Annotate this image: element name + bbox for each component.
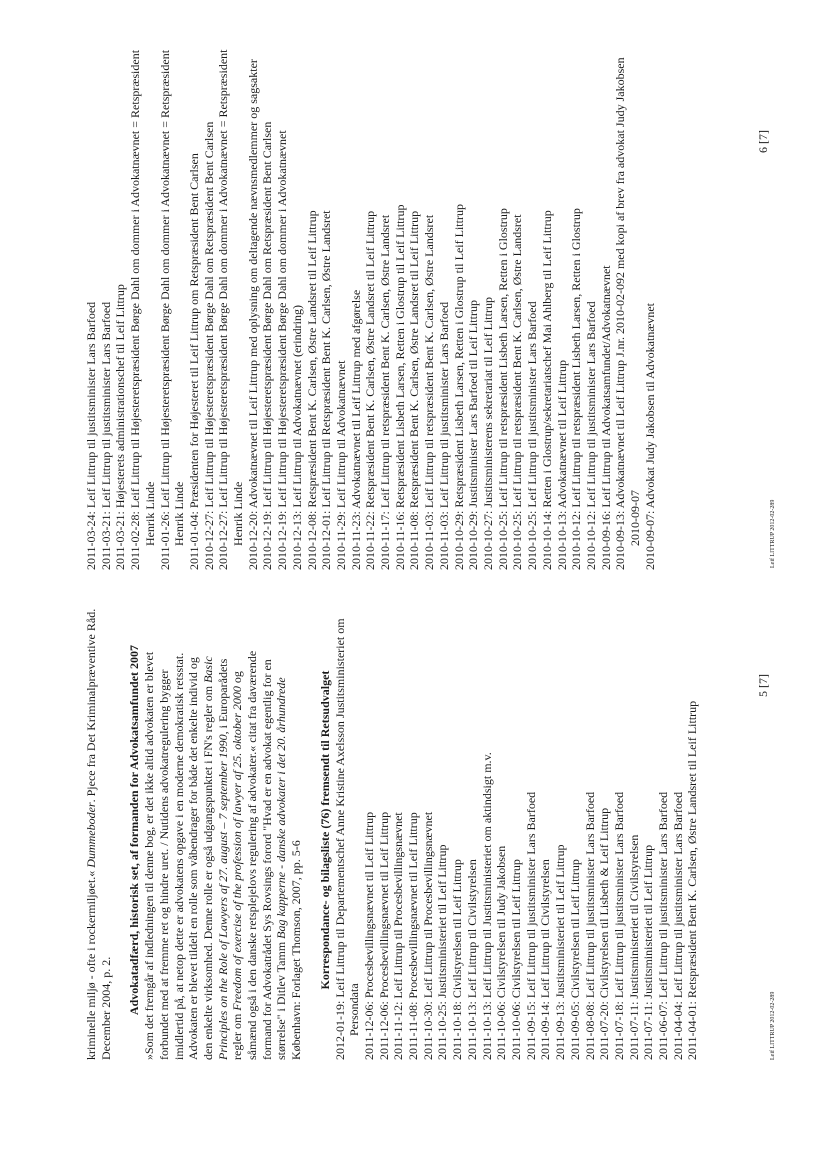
list-item: 2010-09-16: Leif Littrup til Advokatsamfundet/Advokatnævnet	[598, 265, 613, 570]
page-number: 6	[756, 147, 770, 153]
quote-paragraph	[142, 600, 304, 1060]
list-item: 2010-10-25: Leif Littrup til justitsminister Lars Barfoed	[525, 301, 540, 570]
list-item: 2011-03-24: Leif Littrup til justitsminister Lars Barfoed	[84, 301, 98, 570]
list-item: 2011-07-18: Leif Littrup til justitsminister Lars Barfoed	[611, 791, 626, 1060]
quote-line: formand for Advokatrådet Sys Rovsings forord "Hvad er en advokat egentlig for en	[259, 659, 274, 1060]
list-item: 2010-11-17: Leif Littrup til retspræsident Bent K. Carlsen, Østre Landsret	[378, 214, 393, 570]
list-item: 2010-11-23: Advokatnævnet til Leif Littrup med afgørelse	[348, 289, 363, 570]
list-item: 2010-12-13: Leif Littrup til Advokatnævnet (erindring)	[289, 305, 304, 570]
list-item: 2010-11-03: Leif Littrup til retspræsident Bent K. Carlsen, Østre Landsret	[422, 214, 437, 570]
quote-line: »Som det fremgår af indledningen til denne bog, er det ikke altid advokaten er blevet	[142, 651, 157, 1060]
correspondence-list-page-6	[84, 35, 657, 570]
page-total: [7]	[756, 674, 770, 688]
quote-line: forbundet med at fremme ret og hindre uret. / Nutidens advokatregulering bygger	[156, 669, 171, 1060]
quote-line: imidlertid på, at netop dette er advokatens opgave i en moderne demokratisk retsstat.	[171, 652, 186, 1060]
list-item: 2011-10-25: Justitsministeriet til Leif Littrup	[435, 844, 450, 1060]
list-item: 2010-09-07: Advokat Judy Jakobsen til Advokatnævnet	[642, 303, 657, 570]
heading-advokatadfaerd: Advokatadfærd, historisk set, af formanden for Advokatsamfundet 2007	[127, 644, 142, 1016]
list-item: 2011-02-28: Leif Littrup til Højesteretspræsident Børge Dahl om dommer i Advokatnævnet = Retspræsident Henrik Linde	[128, 49, 157, 570]
correspondence-list-page-5	[333, 600, 701, 1060]
list-item: 2011-04-01: Retspræsident Bent K. Carlsen, Østre Landsret til Leif Littrup	[685, 700, 700, 1060]
list-item: 2011-07-11: Justitsministeriet til Civilstyrelsen	[626, 834, 641, 1060]
page-number-6	[756, 130, 771, 156]
list-item: 2011-06-07: Leif Littrup til justitsminister Lars Barfoed	[656, 791, 671, 1060]
quote-line: regler om Freedom of exercise of the profession of lawyer af 25. oktober 2000 og	[230, 671, 245, 1060]
list-item: 2011-03-21: Leif Littrup til justitsminister Lars Barfoed	[98, 301, 113, 570]
list-item: 2010-10-29: Justitsminister Lars Barfoed til Leif Littrup	[466, 300, 481, 570]
list-item: 2010-12-08: Retspræsident Bent K. Carlsen, Østre Landsret til Leif Littrup	[304, 210, 319, 570]
list-item: 2011-07-11: Justitsministeriet til Leif Littrup	[641, 844, 656, 1060]
page-6-body	[84, 35, 657, 570]
page-total: [7]	[756, 130, 770, 144]
list-item: 2011-09-05: Civilstyrelsen til Leif Littrup	[567, 859, 582, 1060]
list-item: 2011-09-15: Leif Littrup til justitsminister Lars Barfoed	[523, 791, 538, 1060]
quote-line: København: Forlaget Thomson, 2007, pp. 5-6	[289, 840, 304, 1060]
list-item: 2011-10-18: Civilstyrelsen til Leif Littrup	[450, 859, 465, 1060]
list-item: 2010-10-12: Leif Littrup til justitsminister Lars Barfoed	[583, 301, 598, 570]
list-item: 2010-12-27: Leif Littrup til Højesteretspræsident Børge Dahl om Retspræsident Bent Carlsen	[201, 121, 216, 570]
list-item: 2011-07-20: Civilstyrelsen til Lisbeth & Leif Littrup	[597, 807, 612, 1060]
quote-line: Advokaten er blevet tildelt en rolle som våbendrager for både det enkelte individ og	[186, 657, 201, 1060]
intro-title: Dummeboder	[84, 802, 98, 868]
list-item: 2010-12-19: Leif Littrup til Højesteretspræsident Børge Dahl om Retspræsident Bent Carlsen	[260, 121, 275, 570]
list-item: 2011-11-08: Procesbevillingsnævnet til Leif Littrup	[406, 812, 421, 1060]
intro-text-2: . Pjece fra Det Kriminalpræventive Råd. December 2004, p. 2.	[84, 608, 113, 1060]
intro-text-1: kriminelle miljø - ofte i rockermiljøet.«	[84, 870, 98, 1060]
list-item: 2010-09-13: Advokatnævnet til Leif Littrup J.nr. 2010-02-092 med kopi af brev fra advokat Judy Jakobsen 2010-09-07	[613, 57, 643, 570]
quote-line: Principles on the Role of Lawyers af 27. august – 7 september 1990, i Europarådets	[215, 658, 230, 1060]
list-item: 2010-11-16: Retspræsident Lisbeth Larsen, Retten i Glostrup til Leif Littrup	[392, 204, 407, 570]
list-item: 2011-11-12: Leif Littrup til Procesbevillingsnævnet	[391, 812, 406, 1060]
list-item: 2011-09-14: Leif Littrup til Civilstyrelsen	[538, 859, 553, 1060]
list-item: 2011-10-30: Leif Littrup til Procesbevillingsnævnet	[420, 811, 435, 1060]
list-item: 2010-10-12: Leif Littrup til retspræsident Lisbeth Larsen, Retten i Glostrup	[569, 208, 584, 570]
list-item: 2010-11-08: Retspræsident Bent K. Carlsen, Østre Landsret til Leif Littrup	[407, 210, 422, 570]
list-item: 2010-10-29: Retspræsident Lisbeth Larsen, Retten i Glostrup til Leif Littrup	[451, 204, 466, 570]
list-item: 2010-12-19: Leif Littrup til Højesteretspræsident Børge Dahl om dommer i Advokatnævnet	[275, 130, 290, 570]
list-item: 2010-12-20: Advokatnævnet til Leif Littrup med oplysning om deltagende nævnsmedlemmer og sagsakter	[245, 59, 260, 570]
list-item: 2011-09-13: Justitsministeriet til Leif Littrup	[553, 844, 568, 1060]
list-item: 2011-12-06: Procesbevillingsnævnet til Leif Littrup	[376, 811, 391, 1060]
list-item: 2010-11-03: Leif Littrup til justitsminister Lars Barfoed	[436, 301, 451, 570]
footer-page-6: Leif LITTRUP 2012-02-289	[770, 499, 776, 568]
list-item: 2011-04-04: Leif Littrup til justitsminister Lars Barfoed	[670, 791, 685, 1060]
list-item: 2012-01-19: Leif Littrup til Departementschef Anne Kristine Axelsson Justitsministeriet om Persondata	[332, 618, 362, 1060]
list-item: 2011-03-21: Højesterets administrationschef til Leif Littrup	[113, 284, 128, 570]
list-item: 2011-01-26: Leif Littrup til Højesteretspræsident Børge Dahl om dommer i Advokatnævnet = Retspræsident Henrik Linde	[157, 49, 187, 570]
list-item: 2010-12-01: Leif Littrup til Retspræsident Bent K. Carlsen, Østre Landsret	[319, 210, 334, 570]
list-item: 2010-10-25: Leif Littrup til retspræsident Bent K. Carlsen, Østre Landsret	[510, 214, 525, 570]
list-item: 2010-12-27: Leif Littrup til Højesteretspræsident Børge Dahl om dommer i Advokatnævnet = Retspræsident Henrik Linde	[216, 49, 246, 570]
page-5	[0, 588, 825, 1168]
quote-line: den enkelte virksomhed. Denne rolle er også udgangspunktet i FN's regler om Basic	[200, 656, 215, 1060]
quote-line: såmænd også i den danske retsplejelovs regulering af advokater.« citat fra daværende	[245, 650, 260, 1060]
page-5-body	[84, 600, 700, 1060]
page-number: 5	[756, 691, 770, 697]
heading-korrespondance: Korrespondance- og bilagsliste (76) fremsendt til Retsudvalget	[317, 670, 332, 990]
list-item: 2011-08-08: Leif Littrup til justitsminister Lars Barfoed	[582, 791, 597, 1060]
footer-page-5: Leif LITTRUP 2012-02-289	[770, 991, 776, 1060]
list-item: 2011-10-13: Leif Littrup til Civilstyrelsen	[464, 859, 479, 1060]
list-item: 2011-12-06: Procesbevillingsnævnet til Leif Littrup	[361, 811, 376, 1060]
quote-line: størrelse" i Ditlev Tamm Bag kapperne - danske advokater i det 20. århundrede	[274, 677, 289, 1060]
intro-paragraph	[84, 600, 113, 1060]
list-item: 2010-10-25: Leif Littrup til retspræsident Lisbeth Larsen, Retten i Glostrup	[495, 208, 510, 570]
page-number-5	[756, 674, 771, 700]
list-item: 2010-10-27: Justitsministerens sekretariat til Leif Littrup	[480, 297, 495, 570]
list-item: 2011-10-13: Leif Littrup til Justitsministeriet om aktindsigt m.v.	[479, 752, 494, 1060]
list-item: 2011-10-06: Civilstyrelsen til Leif Littrup	[508, 859, 523, 1060]
list-item: 2011-10-06: Civilstyrelsen til Judy Jakobsen	[494, 845, 509, 1060]
list-item: 2010-10-14: Retten i Glostrup/sekretariatschef Mai Ahlberg til Leif Littrup	[539, 210, 554, 570]
list-item: 2010-11-29: Leif Littrup til Advokatnævnet	[333, 360, 348, 570]
list-item: 2010-10-13: Advokatnævnet til Leif Littrup	[554, 360, 569, 570]
list-item: 2010-11-22: Retspræsident Bent K. Carlsen, Østre Landsret til Leif Littrup	[363, 210, 378, 570]
list-item: 2011-01-04: Præsidenten for Højesteret til Leif Littrup om Retspræsident Bent Carlsen	[186, 153, 201, 570]
